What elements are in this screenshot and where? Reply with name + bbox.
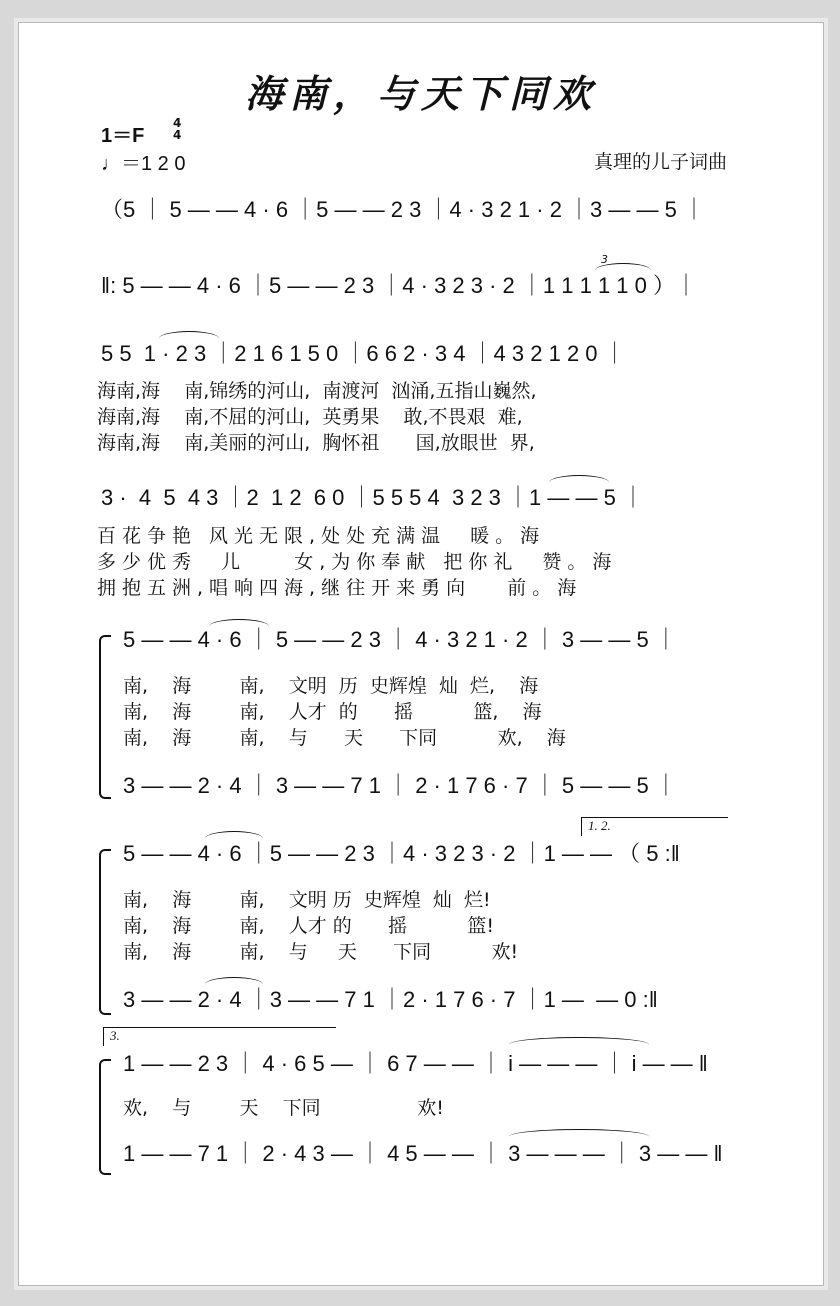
lyric-ending-line3: 南, 海 南, 与 天 下同 欢!: [123, 941, 519, 963]
chorus-upper-line-1: 5 — — 4 · 6 ｜ 5 — — 2 3 ｜ 4 · 3 2 1 · 2 ｜ 3 — — 5 ｜: [123, 627, 677, 652]
chorus-upper-line-2: 5 — — 4 · 6 ｜5 — — 2 3 ｜4 · 3 2 3 · 2 ｜1 — — （ 5 :‖: [123, 841, 680, 866]
tie-mark: [509, 1129, 649, 1144]
time-signature-bottom: 4: [173, 128, 182, 142]
slur-mark: [205, 977, 263, 992]
coda-upper-line: 1 — — 2 3 ｜ 4 · 6 5 — ｜ 6 7 — — ｜ i — — — ｜ i — — ‖: [123, 1051, 708, 1076]
song-title: 海南，与天下同欢: [244, 71, 597, 116]
score-sheet: [18, 22, 824, 1286]
lyric-ending-line1: 南, 海 南, 文明 历 史辉煌 灿 烂!: [123, 889, 491, 911]
slur-mark: [549, 475, 609, 490]
key-signature: 1＝F: [101, 125, 145, 147]
lyric-verse1-line1: 海南,海 南,锦绣的河山, 南渡河 汹涌,五指山巍然,: [97, 380, 537, 402]
tie-mark: [509, 1037, 649, 1052]
chorus-lower-line-1: 3 — — 2 · 4 ｜ 3 — — 7 1 ｜ 2 · 1 7 6 · 7 ｜ 5 — — 5 ｜: [123, 773, 677, 798]
verse-melody-line-2: 3 · 4 5 4 3 ｜2 1 2 6 0 ｜5 5 5 4 3 2 3 ｜1 — — 5 ｜: [101, 485, 644, 510]
slur-mark: [205, 831, 263, 846]
verse-melody-line-1: 5 5 1 · 2 3 ｜2 1 6 1 5 0 ｜6 6 2 · 3 4 ｜4 3 2 1 2 0 ｜: [101, 341, 626, 366]
time-signature: [173, 117, 181, 141]
system-brace: [99, 635, 111, 799]
coda-lower-line: 1 — — 7 1 ｜ 2 · 4 3 — ｜ 4 5 — — ｜ 3 — — — ｜ 3 — — ‖: [123, 1141, 723, 1166]
system-brace: [99, 1059, 111, 1175]
intro-line: （5 ｜ 5 — — 4 · 6 ｜5 — — 2 3 ｜4 · 3 2 1 · 2 ｜3 — — 5 ｜: [101, 197, 705, 222]
time-signature-top: 4: [173, 116, 182, 130]
lyric-verse1-line2: 海南,海 南,不屈的河山, 英勇果 敢,不畏艰 难,: [97, 406, 523, 428]
chorus-lower-line-2: 3 — — 2 · 4 ｜3 — — 7 1 ｜2 · 1 7 6 · 7 ｜1 — — 0 :‖: [123, 987, 658, 1012]
lyric-ending-line2: 南, 海 南, 人才 的 摇 篮!: [123, 915, 495, 937]
lyric-verse2-line3: 拥抱五洲,唱响四海,继往开来勇向 前。海: [97, 577, 583, 599]
triplet-slur: [595, 263, 651, 278]
lyric-verse1-line3: 海南,海 南,美丽的河山, 胸怀祖 国,放眼世 界,: [97, 432, 535, 454]
repeat-start-line: ‖: 5 — — 4 · 6 ｜5 — — 2 3 ｜4 · 3 2 3 · 2 ｜1 1 1 1 1 0 ）｜: [101, 273, 697, 298]
tempo-marking: ♩＝1 2 0: [101, 153, 186, 175]
volta-second-ending: 3.: [103, 1027, 336, 1046]
lyric-chorus-line2: 南, 海 南, 人才 的 摇 篮, 海: [123, 701, 542, 723]
volta-first-ending: 1. 2.: [581, 817, 728, 836]
lyric-verse2-line1: 百花争艳 风光无限,处处充满温 暖。海: [97, 525, 546, 547]
triplet-mark: 3: [601, 253, 608, 266]
lyric-verse2-line2: 多少优秀 儿 女,为你奉献 把你礼 赞。海: [97, 551, 618, 573]
system-brace: [99, 849, 111, 1015]
lyric-chorus-line1: 南, 海 南, 文明 历 史辉煌 灿 烂, 海: [123, 675, 539, 697]
lyric-coda-line: 欢, 与 天 下同 欢!: [123, 1097, 444, 1119]
credit-line: 真理的儿子词曲: [593, 152, 727, 173]
lyric-chorus-line3: 南, 海 南, 与 天 下同 欢, 海: [123, 727, 566, 749]
slur-mark: [209, 619, 269, 634]
slur-mark: [159, 331, 219, 346]
